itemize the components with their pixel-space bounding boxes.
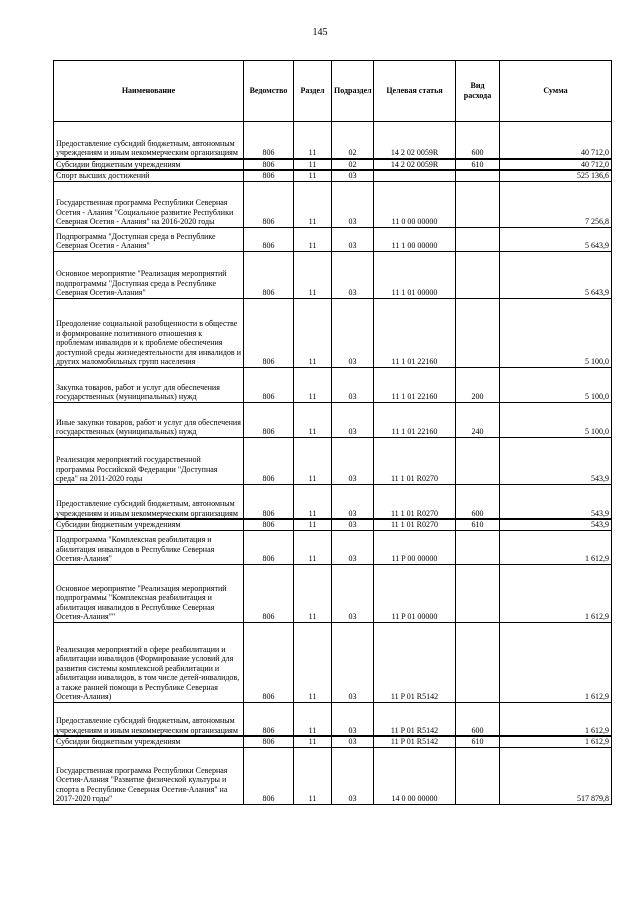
cell-name: Подпрограмма "Доступная среда в Республике Северная Осетия - Алания" <box>54 227 244 251</box>
cell-expense-type <box>456 181 500 227</box>
cell-expense-type: 610 <box>456 159 500 171</box>
cell-target: 11 1 01 00000 <box>374 251 456 298</box>
table-row <box>54 736 612 747</box>
cell-subsection: 03 <box>332 251 374 298</box>
cell-name: Субсидии бюджетным учреждениям <box>54 736 244 747</box>
cell-name: Преодоление социальной разобщенности в обществе и формирование позитивного отношения к проблемам инвалидов и к проблеме обеспечения доступной среды жизнедеятельности для инвалидов и других маломобильных групп населения <box>54 298 244 367</box>
table-row <box>54 519 612 530</box>
cell-sum: 1 612,9 <box>500 530 612 564</box>
cell-target: 11 0 00 00000 <box>374 181 456 227</box>
cell-subsection: 03 <box>332 530 374 564</box>
header-sum: Сумма <box>500 61 612 122</box>
cell-section: 11 <box>294 519 332 530</box>
cell-section: 11 <box>294 122 332 159</box>
cell-expense-type <box>456 747 500 804</box>
cell-department: 806 <box>244 159 294 171</box>
header-subsection: Подраздел <box>332 61 374 122</box>
table-row <box>54 437 612 484</box>
cell-subsection: 03 <box>332 519 374 530</box>
cell-section: 11 <box>294 736 332 747</box>
cell-expense-type: 610 <box>456 519 500 530</box>
cell-section: 11 <box>294 437 332 484</box>
table-row <box>54 484 612 519</box>
cell-sum: 5 643,9 <box>500 251 612 298</box>
cell-subsection: 03 <box>332 736 374 747</box>
cell-target: 14 2 02 0059R <box>374 159 456 171</box>
header-expense-type: Вид расхода <box>456 61 500 122</box>
cell-section: 11 <box>294 484 332 519</box>
cell-expense-type: 600 <box>456 484 500 519</box>
cell-target: 11 1 01 R0270 <box>374 519 456 530</box>
cell-sum: 40 712,0 <box>500 159 612 171</box>
cell-expense-type <box>456 437 500 484</box>
cell-target <box>374 170 456 181</box>
cell-name: Закупка товаров, работ и услуг для обеспечения государственных (муниципальных) нужд <box>54 367 244 402</box>
cell-name: Иные закупки товаров, работ и услуг для обеспечения государственных (муниципальных) нужд <box>54 402 244 437</box>
table-row <box>54 564 612 622</box>
cell-name: Субсидии бюджетным учреждениям <box>54 159 244 171</box>
cell-department: 806 <box>244 437 294 484</box>
cell-name: Предоставление субсидий бюджетным, автономным учреждениям и иным некоммерческим организациям <box>54 122 244 159</box>
cell-department: 806 <box>244 298 294 367</box>
cell-department: 806 <box>244 181 294 227</box>
cell-subsection: 02 <box>332 159 374 171</box>
cell-name: Основное мероприятие "Реализация мероприятий подпрограммы "Доступная среда в Республике Северная Осетия-Алания" <box>54 251 244 298</box>
table-row <box>54 530 612 564</box>
cell-section: 11 <box>294 564 332 622</box>
cell-subsection: 02 <box>332 122 374 159</box>
table-row <box>54 227 612 251</box>
cell-name: Основное мероприятие "Реализация мероприятий подпрограммы "Комплексная реабилитация и абилитация инвалидов в Республике Северная Осетия-Алания"" <box>54 564 244 622</box>
table-row <box>54 298 612 367</box>
cell-sum: 543,9 <box>500 484 612 519</box>
table-header-row <box>54 61 612 122</box>
cell-name: Реализация мероприятий в сфере реабилитации и абилитации инвалидов (Формирование условий для развития системы комплексной реабилитации и абилитации инвалидов, в том числе детей-инвалидов, а также ранней помощи в Республике Северная Осетия-Алания) <box>54 622 244 702</box>
cell-subsection: 03 <box>332 170 374 181</box>
cell-target: 14 0 00 00000 <box>374 747 456 804</box>
cell-department: 806 <box>244 367 294 402</box>
cell-target: 11 P 01 R5142 <box>374 622 456 702</box>
cell-target: 11 P 01 R5142 <box>374 736 456 747</box>
cell-name: Субсидии бюджетным учреждениям <box>54 519 244 530</box>
cell-sum: 1 612,9 <box>500 702 612 736</box>
table-row <box>54 367 612 402</box>
table-row <box>54 251 612 298</box>
cell-subsection: 03 <box>332 367 374 402</box>
cell-expense-type: 200 <box>456 367 500 402</box>
header-target: Целевая статья <box>374 61 456 122</box>
cell-department: 806 <box>244 227 294 251</box>
cell-department: 806 <box>244 484 294 519</box>
cell-sum: 517 879,8 <box>500 747 612 804</box>
cell-section: 11 <box>294 367 332 402</box>
cell-sum: 525 136,6 <box>500 170 612 181</box>
cell-section: 11 <box>294 181 332 227</box>
cell-section: 11 <box>294 622 332 702</box>
cell-name: Спорт высших достижений <box>54 170 244 181</box>
cell-expense-type <box>456 227 500 251</box>
cell-section: 11 <box>294 298 332 367</box>
cell-section: 11 <box>294 251 332 298</box>
cell-target: 11 1 01 22160 <box>374 402 456 437</box>
cell-department: 806 <box>244 622 294 702</box>
cell-subsection: 03 <box>332 227 374 251</box>
cell-target: 11 1 01 22160 <box>374 298 456 367</box>
cell-target: 11 P 00 00000 <box>374 530 456 564</box>
cell-target: 11 1 01 R0270 <box>374 484 456 519</box>
cell-department: 806 <box>244 702 294 736</box>
cell-department: 806 <box>244 402 294 437</box>
table-row <box>54 159 612 171</box>
cell-expense-type <box>456 564 500 622</box>
cell-expense-type <box>456 622 500 702</box>
cell-name: Реализация мероприятий государственной программы Российской Федерации "Доступная среда" на 2011-2020 годы <box>54 437 244 484</box>
cell-name: Государственная программа Республики Северная Осетия-Алания "Развитие физической культуры и спорта в Республике Северная Осетия-Алания" на 2017-2020 годы" <box>54 747 244 804</box>
cell-target: 11 1 00 00000 <box>374 227 456 251</box>
cell-sum: 5 643,9 <box>500 227 612 251</box>
table-row <box>54 622 612 702</box>
cell-department: 806 <box>244 747 294 804</box>
cell-department: 806 <box>244 251 294 298</box>
table-row <box>54 747 612 804</box>
cell-section: 11 <box>294 170 332 181</box>
header-section: Раздел <box>294 61 332 122</box>
cell-sum: 1 612,9 <box>500 564 612 622</box>
page-number: 145 <box>312 27 328 38</box>
cell-name: Подпрограмма "Комплексная реабилитация и абилитация инвалидов в Республике Северная Осетия-Алания" <box>54 530 244 564</box>
cell-subsection: 03 <box>332 622 374 702</box>
cell-expense-type: 240 <box>456 402 500 437</box>
cell-department: 806 <box>244 122 294 159</box>
cell-expense-type <box>456 298 500 367</box>
cell-target: 11 1 01 R0270 <box>374 437 456 484</box>
cell-expense-type: 600 <box>456 122 500 159</box>
cell-subsection: 03 <box>332 437 374 484</box>
cell-sum: 543,9 <box>500 437 612 484</box>
cell-subsection: 03 <box>332 564 374 622</box>
cell-target: 11 P 01 00000 <box>374 564 456 622</box>
cell-expense-type: 610 <box>456 736 500 747</box>
cell-sum: 5 100,0 <box>500 298 612 367</box>
budget-table <box>53 60 612 805</box>
cell-subsection: 03 <box>332 298 374 367</box>
cell-name: Государственная программа Республики Северная Осетия - Алания "Социальное развитие Республики Северная Осетия - Алания" на 2016-2020 годы <box>54 181 244 227</box>
cell-department: 806 <box>244 736 294 747</box>
cell-expense-type <box>456 170 500 181</box>
table-row <box>54 122 612 159</box>
cell-sum: 40 712,0 <box>500 122 612 159</box>
table-row <box>54 402 612 437</box>
cell-section: 11 <box>294 747 332 804</box>
cell-name: Предоставление субсидий бюджетным, автономным учреждениям и иным некоммерческим организациям <box>54 484 244 519</box>
cell-sum: 7 256,8 <box>500 181 612 227</box>
table-row <box>54 702 612 736</box>
cell-department: 806 <box>244 564 294 622</box>
cell-sum: 1 612,9 <box>500 736 612 747</box>
header-department: Ведомство <box>244 61 294 122</box>
cell-expense-type <box>456 251 500 298</box>
cell-sum: 543,9 <box>500 519 612 530</box>
cell-subsection: 03 <box>332 181 374 227</box>
cell-expense-type: 600 <box>456 702 500 736</box>
cell-sum: 5 100,0 <box>500 402 612 437</box>
cell-subsection: 03 <box>332 747 374 804</box>
table-row <box>54 170 612 181</box>
cell-section: 11 <box>294 402 332 437</box>
cell-subsection: 03 <box>332 702 374 736</box>
cell-target: 11 P 01 R5142 <box>374 702 456 736</box>
cell-section: 11 <box>294 702 332 736</box>
cell-target: 11 1 01 22160 <box>374 367 456 402</box>
cell-department: 806 <box>244 530 294 564</box>
cell-department: 806 <box>244 519 294 530</box>
cell-department: 806 <box>244 170 294 181</box>
cell-section: 11 <box>294 159 332 171</box>
cell-subsection: 03 <box>332 484 374 519</box>
header-name: Наименование <box>54 61 244 122</box>
table-row <box>54 181 612 227</box>
cell-sum: 1 612,9 <box>500 622 612 702</box>
cell-subsection: 03 <box>332 402 374 437</box>
cell-name: Предоставление субсидий бюджетным, автономным учреждениям и иным некоммерческим организациям <box>54 702 244 736</box>
cell-section: 11 <box>294 530 332 564</box>
cell-section: 11 <box>294 227 332 251</box>
cell-expense-type <box>456 530 500 564</box>
cell-sum: 5 100,0 <box>500 367 612 402</box>
cell-target: 14 2 02 0059R <box>374 122 456 159</box>
